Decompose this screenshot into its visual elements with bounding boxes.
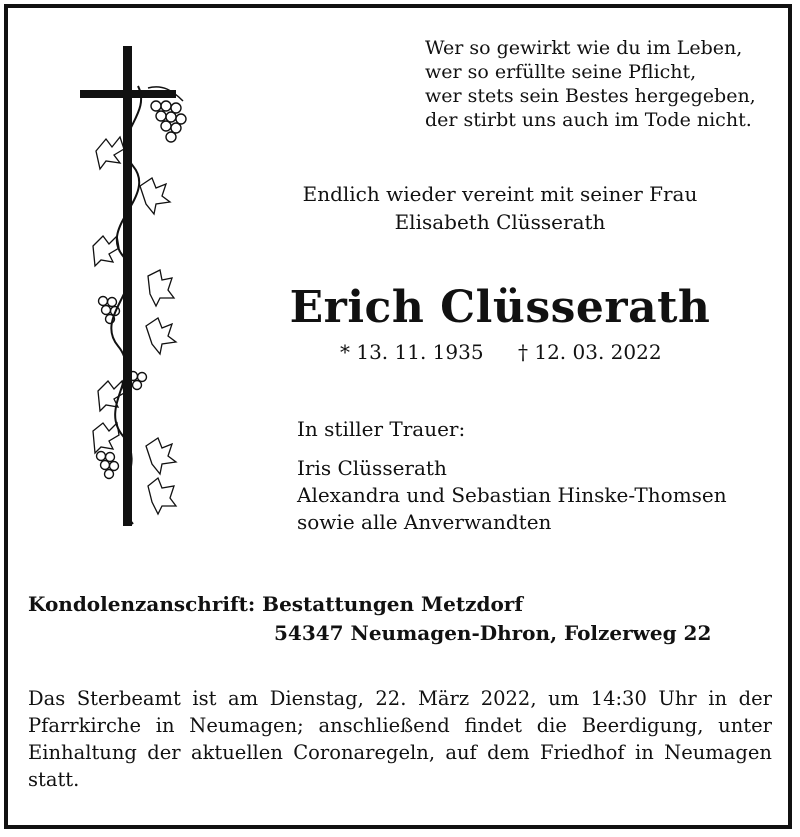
poem-line: Wer so gewirkt wie du im Leben, [425, 37, 743, 59]
cross-with-grapevine-icon [78, 46, 198, 531]
birth-date: * 13. 11. 1935 [340, 340, 484, 364]
spouse-name: Elisabeth Clüsserath [394, 210, 606, 234]
condolence-address-line2: 54347 Neumagen-Dhron, Folzerweg 22 [274, 621, 712, 645]
poem-line: wer so erfüllte seine Pflicht, [425, 61, 697, 83]
mourners-list [297, 455, 727, 536]
death-date: † 12. 03. 2022 [518, 340, 662, 364]
mourning-intro: In stiller Trauer: [297, 417, 466, 441]
mourner-name: sowie alle Anverwandten [297, 510, 552, 534]
condolence-address-line1: Kondolenzanschrift: Bestattungen Metzdorf [28, 592, 523, 616]
deceased-name: Erich Clüsserath [289, 282, 711, 333]
poem-line: wer stets sein Bestes hergegeben, [425, 85, 756, 107]
funeral-notice: Das Sterbeamt ist am Dienstag, 22. März 2022, um 14:30 Uhr in der Pfarrkirche in Neumagen; anschließend findet die Beerdigung, unter Einhaltung der aktuellen Coronaregeln, auf dem Friedhof in Neumagen statt. [28, 687, 772, 791]
reunion-text [270, 180, 730, 236]
memorial-poem [425, 36, 756, 132]
mourner-name: Iris Clüsserath [297, 456, 447, 480]
reunion-line: Endlich wieder vereint mit seiner Frau [302, 182, 698, 206]
mourner-name: Alexandra und Sebastian Hinske-Thomsen [297, 483, 727, 507]
poem-line: der stirbt uns auch im Tode nicht. [425, 109, 752, 131]
